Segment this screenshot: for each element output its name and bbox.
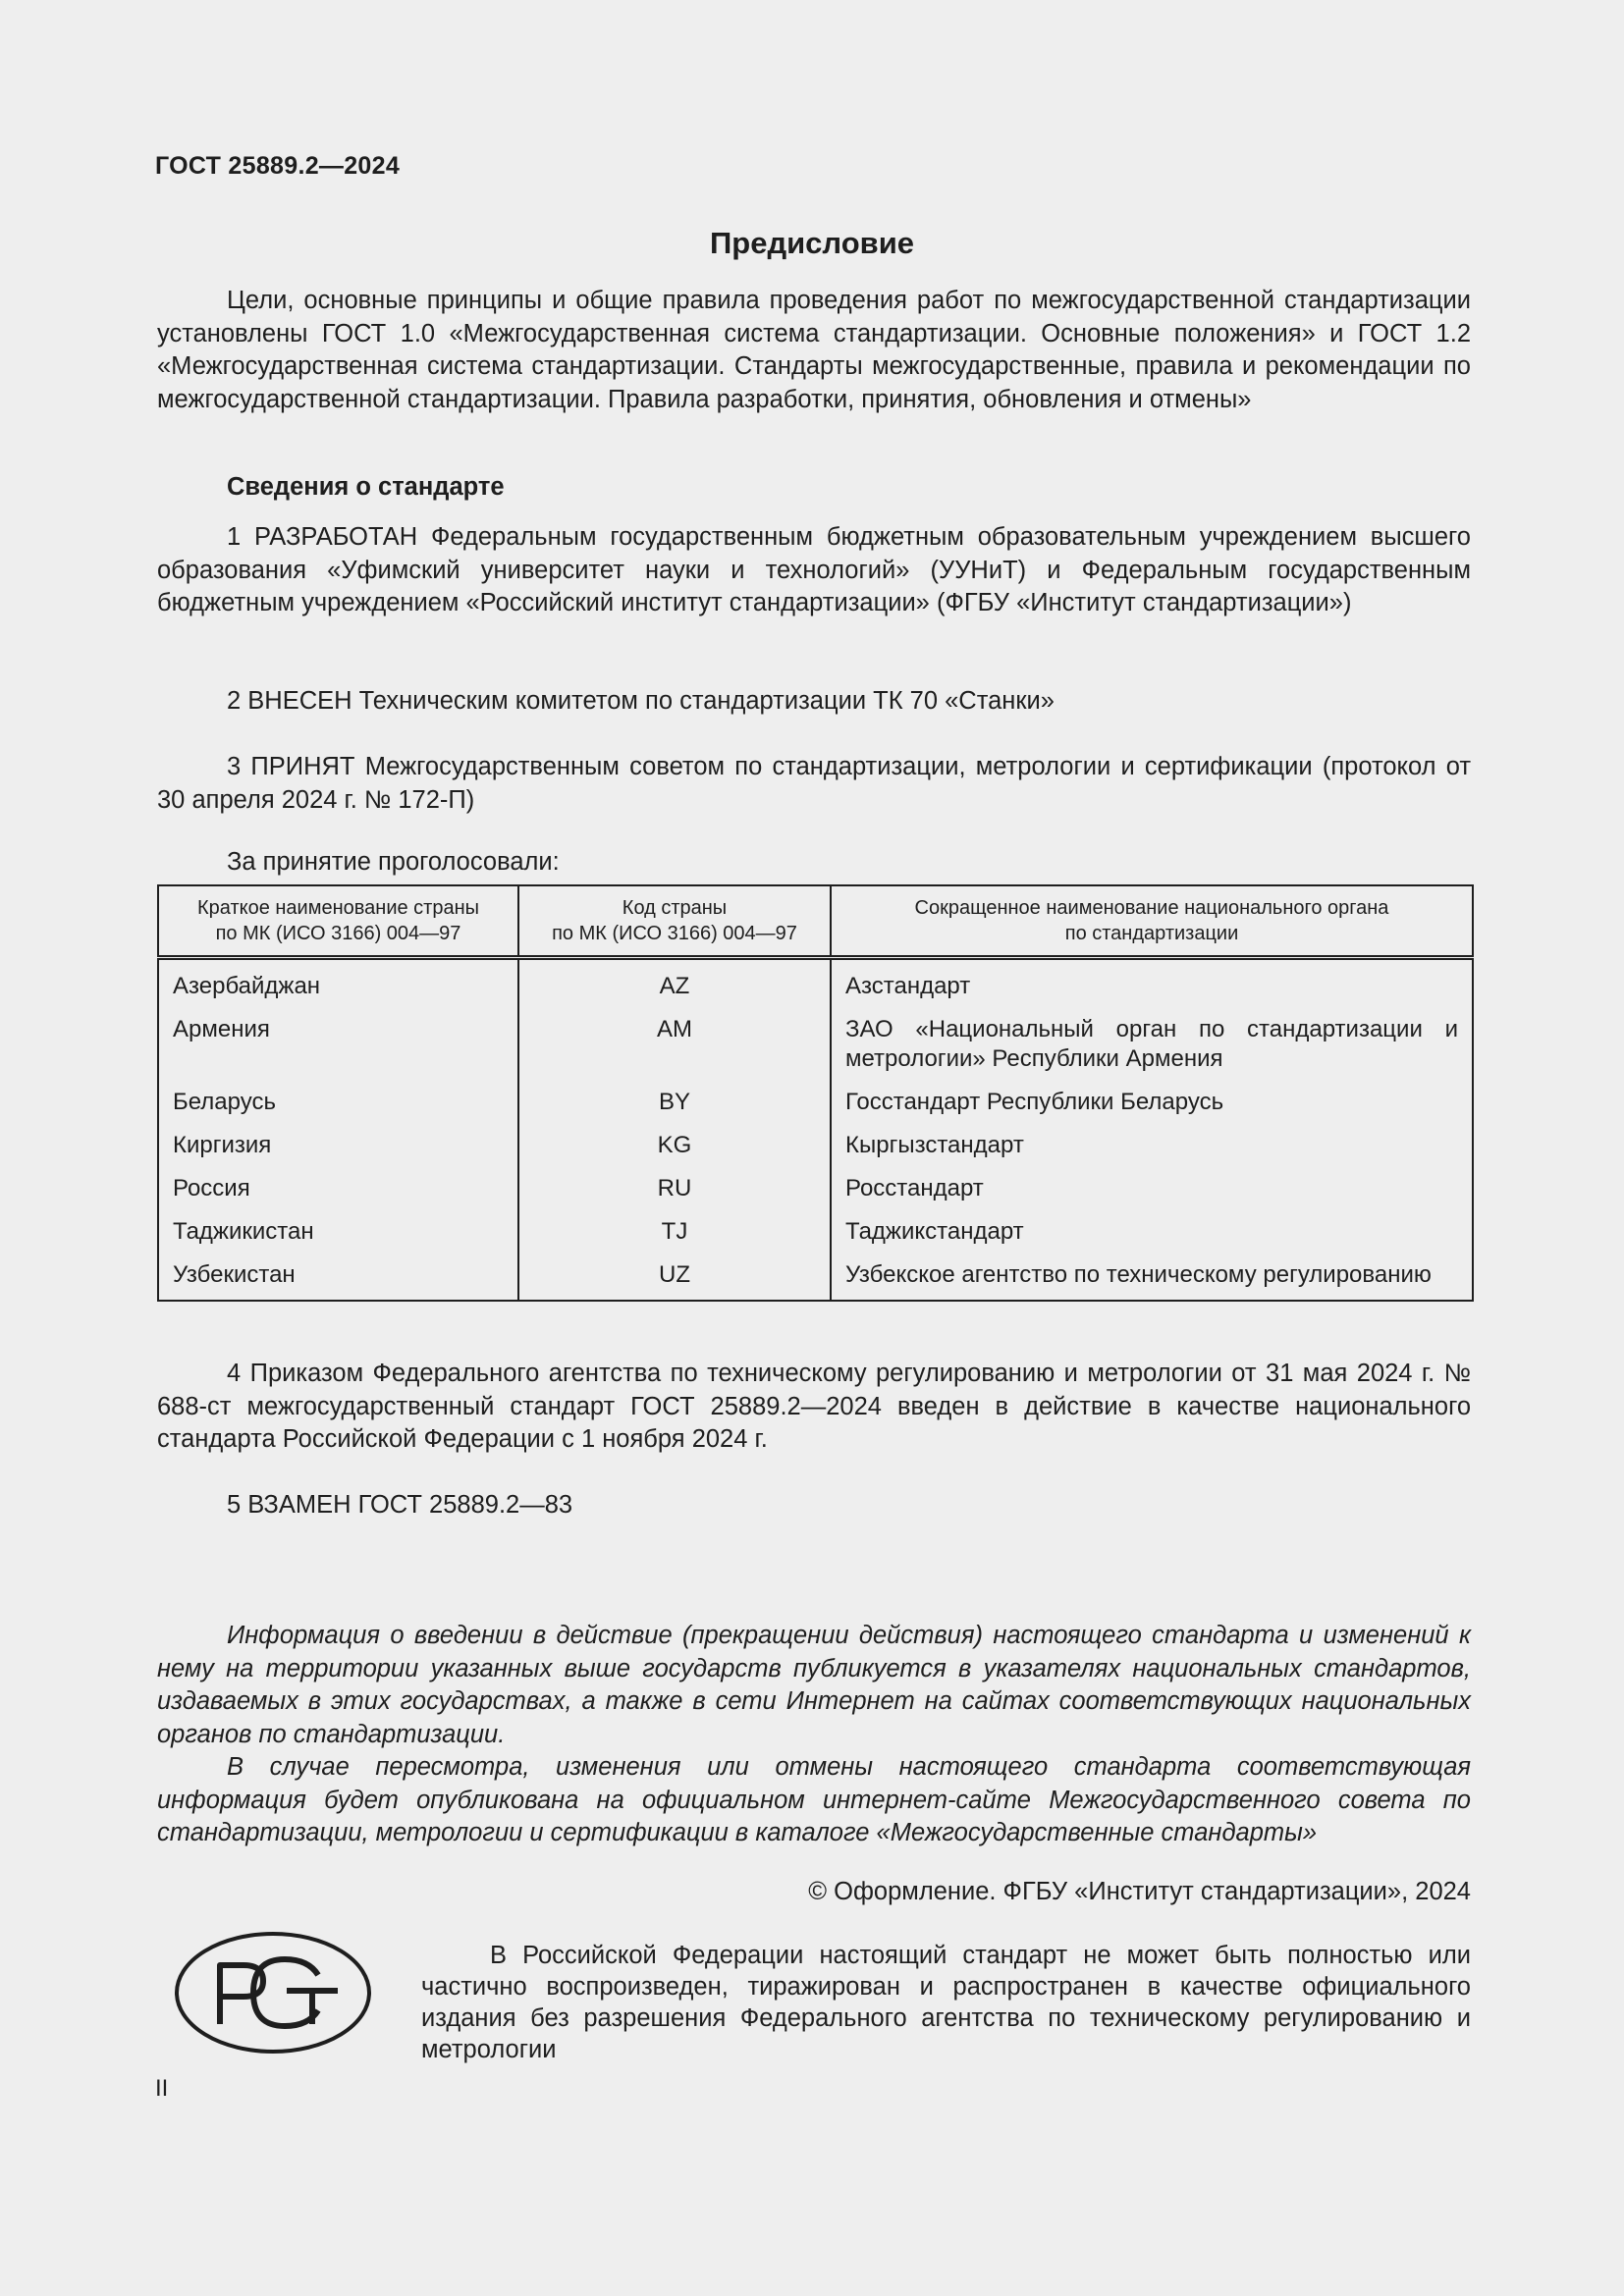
info-paragraph-publication: Информация о введении в действие (прекращении действия) настоящего стандарта и изменений к нему на территории указанных выше государств публикуется в указателях национальных стандартов, издаваемых в этих государствах, а также в сети Интернет на сайтах соответствующих национальных органов по стандартизации. [157, 1622, 1471, 1748]
table-row [158, 1125, 1473, 1168]
column-header-org-line1: Сокращенное наименование национального органа [914, 897, 1389, 919]
intro-paragraph: Цели, основные принципы и общие правила проведения работ по межгосударственной стандартизации установлены ГОСТ 1.0 «Межгосударственная система стандартизации. Основные положения» и ГОСТ 1.2 «Межгосударственная система стандартизации. Стандарты межгосударственные, правила и рекомендации по межгосударственной стандартизации. Правила разработки, принятия, обновления и отмены» [157, 287, 1471, 413]
cell-org: Росстандарт [831, 1168, 1473, 1211]
column-header-code-line2: по МК (ИСО 3166) 004—97 [552, 923, 797, 944]
table-row [158, 1009, 1473, 1082]
table-header-row [158, 885, 1473, 958]
column-header-country-line1: Краткое наименование страны [196, 897, 480, 919]
cell-code: BY [518, 1082, 831, 1125]
cell-country: Беларусь [158, 1082, 518, 1125]
cell-code: AZ [518, 958, 831, 1010]
cell-country: Армения [158, 1009, 518, 1082]
table-row [158, 1211, 1473, 1255]
cell-country: Россия [158, 1168, 518, 1211]
cell-country: Таджикистан [158, 1211, 518, 1255]
page-title: Предисловие [709, 226, 914, 260]
rst-logo-graphic [173, 1930, 373, 2056]
column-header-country-line2: по МК (ИСО 3166) 004—97 [215, 923, 461, 944]
item-enacted: 4 Приказом Федерального агентства по техническому регулированию и метрологии от 31 мая 2024 г. № 688-ст межгосударственный стандарт ГОСТ 25889.2—2024 введен в действие в качестве национального стандарта Российской Федерации с 1 ноября 2024 г. [157, 1360, 1471, 1453]
document-code-header: ГОСТ 25889.2—2024 [155, 152, 401, 180]
column-header-org-line2: по стандартизации [1064, 923, 1239, 944]
page-number: II [155, 2075, 169, 2102]
item-developed: 1 РАЗРАБОТАН Федеральным государственным бюджетным образовательным учреждением высшего образования «Уфимский университет науки и технологий» (УУНиТ) и Федеральным государственным бюджетным учреждением «Российский институт стандартизации» (ФГБУ «Институт стандартизации») [157, 523, 1471, 616]
item-introduced: 2 ВНЕСЕН Техническим комитетом по стандартизации ТК 70 «Станки» [227, 687, 1055, 715]
cell-code: UZ [518, 1255, 831, 1301]
cell-code: KG [518, 1125, 831, 1168]
column-header-country [158, 885, 518, 958]
cell-code: AM [518, 1009, 831, 1082]
cell-code: RU [518, 1168, 831, 1211]
cell-org: Таджикстандарт [831, 1211, 1473, 1255]
table-row [158, 1168, 1473, 1211]
cell-org: Азстандарт [831, 958, 1473, 1010]
cell-country: Узбекистан [158, 1255, 518, 1301]
column-header-code [518, 885, 831, 958]
cell-org: Госстандарт Республики Беларусь [831, 1082, 1473, 1125]
column-header-org [831, 885, 1473, 958]
cell-country: Киргизия [158, 1125, 518, 1168]
table-row [158, 958, 1473, 1010]
section-heading: Сведения о стандарте [227, 473, 505, 501]
cell-country: Азербайджан [158, 958, 518, 1010]
table-row [158, 1255, 1473, 1301]
votes-label: За принятие проголосовали: [227, 848, 560, 876]
cell-org: Узбекское агентство по техническому регулированию [831, 1255, 1473, 1301]
item-replaces: 5 ВЗАМЕН ГОСТ 25889.2—83 [227, 1491, 573, 1519]
copyright-notice: В Российской Федерации настоящий стандарт не может быть полностью или частично воспроизведен, тиражирован и распространен в качестве официального издания без разрешения Федерального агентства по техническому регулированию и метрологии [421, 1942, 1471, 2063]
item-adopted: 3 ПРИНЯТ Межгосударственным советом по стандартизации, метрологии и сертификации (протокол от 30 апреля 2024 г. № 172-П) [157, 753, 1471, 814]
voting-countries-table [157, 884, 1474, 1302]
cell-org: Кыргызстандарт [831, 1125, 1473, 1168]
column-header-code-line1: Код страны [622, 897, 728, 919]
cell-code: TJ [518, 1211, 831, 1255]
cell-org: ЗАО «Национальный орган по стандартизации и метрологии» Республики Армения [831, 1009, 1473, 1082]
table-row [158, 1082, 1473, 1125]
info-paragraph-revision: В случае пересмотра, изменения или отмены настоящего стандарта соответствующая информация будет опубликована на официальном интернет-сайте Межгосударственного совета по стандартизации, метрологии и сертификации в каталоге «Межгосударственные стандарты» [157, 1753, 1471, 1846]
copyright-line: © Оформление. ФГБУ «Институт стандартизации», 2024 [808, 1878, 1471, 1905]
rst-mark-icon [173, 1930, 373, 2056]
